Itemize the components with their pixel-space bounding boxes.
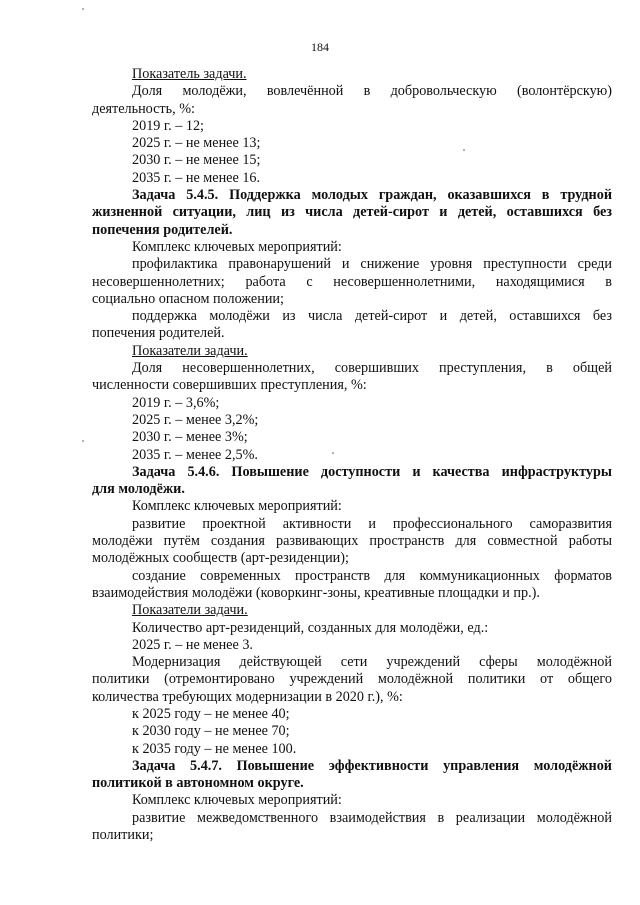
scan-speck bbox=[82, 8, 84, 10]
text-line: попечения родителей. bbox=[92, 325, 225, 342]
task-heading: Задача 5.4.7. Повышение эффективности управления молодёжной bbox=[132, 757, 612, 774]
text-line: деятельность, %: bbox=[92, 100, 195, 117]
text-line: Количество арт-резиденций, созданных для молодёжи, ед.: bbox=[132, 619, 489, 636]
page-content bbox=[92, 66, 612, 844]
list-item: 2025 г. – не менее 13; bbox=[132, 135, 261, 152]
text-line: Комплекс ключевых мероприятий: bbox=[132, 792, 342, 809]
text-line: Доля несовершеннолетних, совершивших преступления, в общей bbox=[132, 360, 612, 377]
indicator-heading: Показатели задачи. bbox=[132, 602, 248, 619]
scan-speck bbox=[332, 452, 334, 454]
text-line: взаимодействия молодёжи (коворкинг-зоны, креативные площадки и пр.). bbox=[92, 584, 540, 601]
text-line: политики; bbox=[92, 827, 154, 844]
text-line: Доля молодёжи, вовлечённой в добровольческую (волонтёрскую) bbox=[132, 83, 612, 100]
task-heading: политикой в автономном округе. bbox=[92, 775, 304, 792]
text-line: социально опасном положении; bbox=[92, 290, 284, 307]
text-line: развитие межведомственного взаимодействия в реализации молодёжной bbox=[132, 809, 612, 826]
list-item: 2035 г. – менее 2,5%. bbox=[132, 446, 258, 463]
text-line: Комплекс ключевых мероприятий: bbox=[132, 238, 342, 255]
task-heading: жизненной ситуации, лиц из числа детей-сирот и детей, оставшихся без bbox=[92, 204, 612, 221]
list-item: 2035 г. – не менее 16. bbox=[132, 169, 261, 186]
list-item: 2030 г. – менее 3%; bbox=[132, 429, 248, 446]
list-item: 2025 г. – менее 3,2%; bbox=[132, 411, 259, 428]
text-line: политики (отремонтировано учреждений молодёжной политики от общего bbox=[92, 671, 612, 688]
text-line: численности совершивших преступления, %: bbox=[92, 377, 367, 394]
list-item: 2030 г. – не менее 15; bbox=[132, 152, 261, 169]
text-line: молодёжи путём создания развивающих пространств для совместной работы bbox=[92, 533, 612, 550]
text-line: молодёжных сообществ (арт-резиденции); bbox=[92, 550, 349, 567]
text-line: профилактика правонарушений и снижение уровня преступности среди bbox=[132, 256, 612, 273]
text-line: Комплекс ключевых мероприятий: bbox=[132, 498, 342, 515]
list-item: к 2030 году – не менее 70; bbox=[132, 723, 290, 740]
indicator-heading: Показатели задачи. bbox=[132, 342, 248, 359]
text-line: создание современных пространств для коммуникационных форматов bbox=[132, 567, 612, 584]
page-number: 184 bbox=[311, 40, 329, 54]
list-item: 2019 г. – 3,6%; bbox=[132, 394, 220, 411]
text-line: Модернизация действующей сети учреждений сферы молодёжной bbox=[132, 654, 612, 671]
task-heading: Задача 5.4.6. Повышение доступности и качества инфраструктуры bbox=[132, 463, 612, 480]
task-heading: для молодёжи. bbox=[92, 481, 185, 498]
text-line: количества требующих модернизации в 2020 г.), %: bbox=[92, 688, 403, 705]
text-line: развитие проектной активности и профессионального саморазвития bbox=[132, 515, 612, 532]
list-item: к 2025 году – не менее 40; bbox=[132, 705, 290, 722]
scan-speck bbox=[82, 440, 84, 442]
text-line: несовершеннолетних; работа с несовершеннолетними, находящимися в bbox=[92, 273, 612, 290]
text-line: поддержка молодёжи из числа детей-сирот и детей, оставшихся без bbox=[132, 308, 612, 325]
indicator-heading: Показатель задачи. bbox=[132, 66, 247, 82]
task-heading: Задача 5.4.5. Поддержка молодых граждан, оказавшихся в трудной bbox=[132, 187, 612, 204]
list-item: 2025 г. – не менее 3. bbox=[132, 636, 253, 653]
scan-speck bbox=[463, 149, 465, 151]
list-item: 2019 г. – 12; bbox=[132, 117, 205, 134]
list-item: к 2035 году – не менее 100. bbox=[132, 740, 297, 757]
task-heading: попечения родителей. bbox=[92, 221, 233, 238]
